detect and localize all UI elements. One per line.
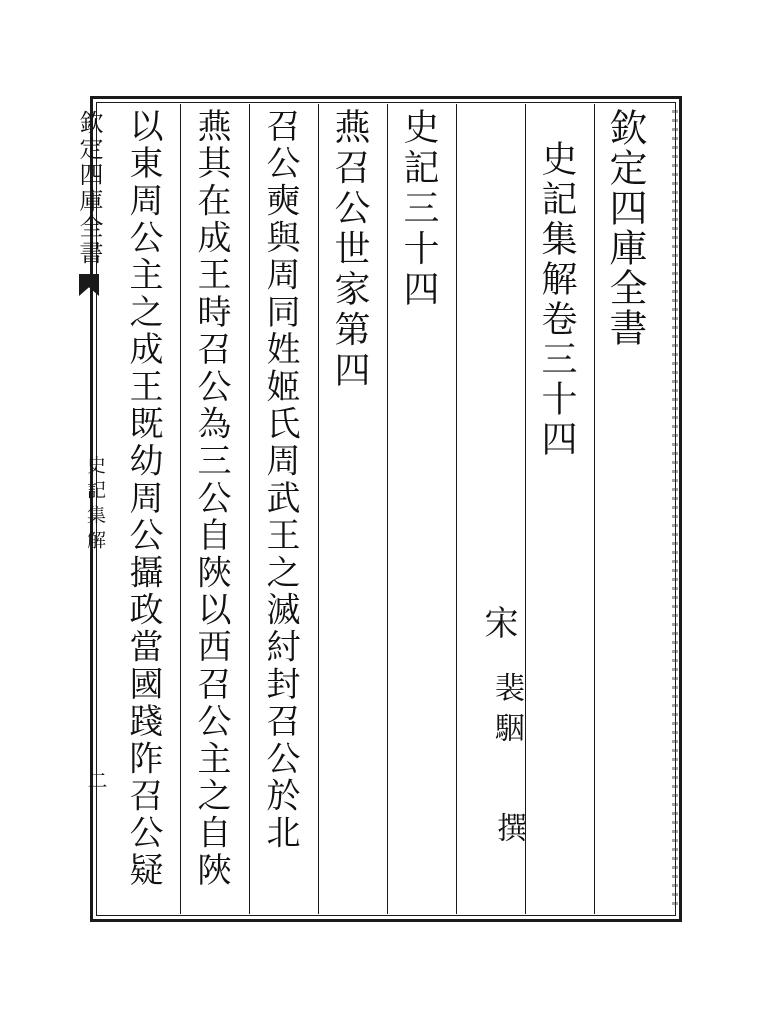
gutter-subtitle: 史記集解: [84, 455, 106, 555]
chapter-title: 史記集解卷三十四: [536, 140, 577, 460]
series-title: 欽定四庫全書: [603, 108, 647, 348]
text-column-3: 召公奭與周同姓姬氏周武王之滅紂封召公於北: [260, 108, 300, 852]
column-rule: [594, 104, 595, 914]
author-dynasty: 宋: [478, 605, 518, 639]
text-column-1: 史記三十四: [398, 108, 439, 311]
fishtail-ornament: [79, 274, 99, 296]
author-role: 撰: [491, 812, 526, 842]
page-border-inner: [96, 102, 676, 916]
text-column-5: 以東周公主之成王既幼周公攝政當國踐阼召公疑: [123, 108, 163, 890]
author-name: 裴駰: [489, 672, 524, 752]
gutter-page-number: 二: [84, 770, 108, 790]
gutter-title: 欽定四庫全書: [75, 110, 103, 266]
column-rule: [387, 104, 388, 914]
gutter: [74, 110, 104, 306]
column-rule: [456, 104, 457, 914]
text-column-2: 燕召公世家第四: [329, 108, 370, 392]
column-rule: [525, 104, 526, 914]
text-column-4: 燕其在成王時召公為三公自陜以西召公主之自陜: [191, 108, 231, 890]
column-rule: [318, 104, 319, 914]
column-rule: [249, 104, 250, 914]
page-edge-shading: [672, 110, 678, 910]
column-rule: [180, 104, 181, 914]
